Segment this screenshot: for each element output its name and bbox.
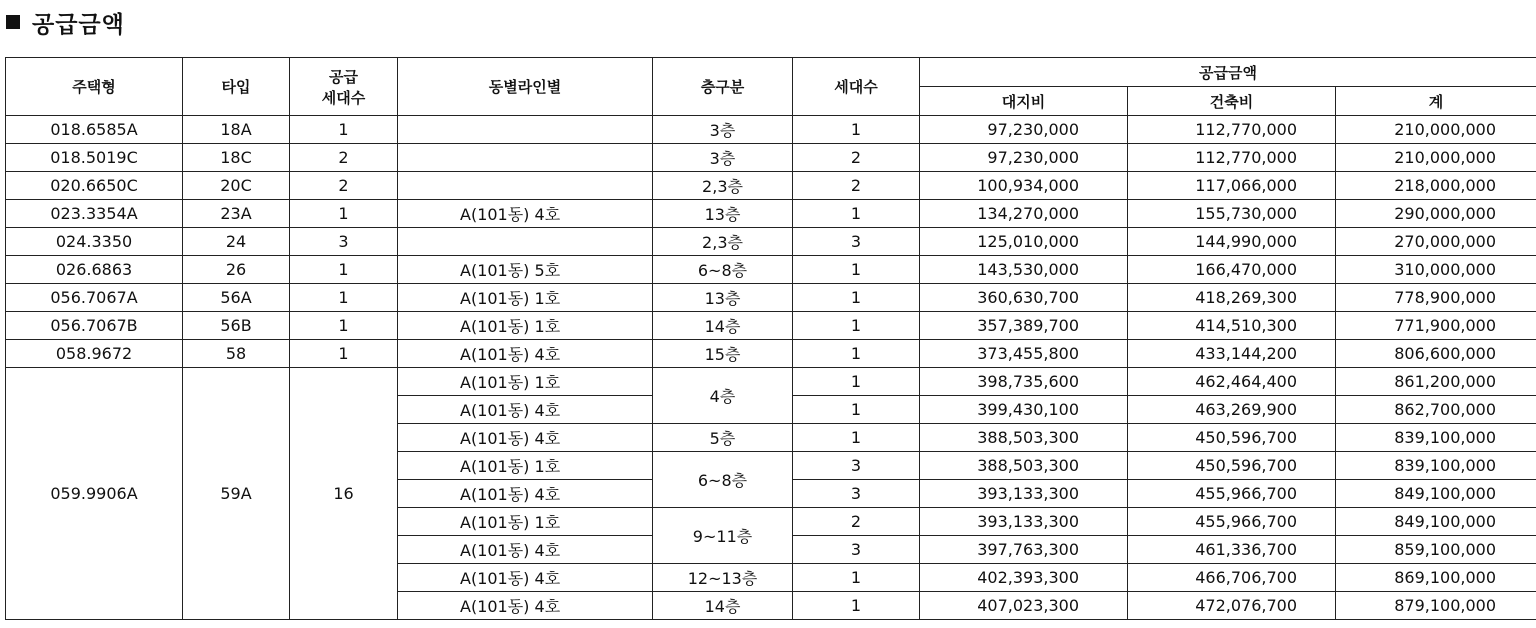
section-heading (0, 4, 125, 40)
cell-total: 879,100,000 (1336, 592, 1536, 620)
cell-land: 134,270,000 (920, 200, 1128, 228)
cell-land: 398,735,600 (920, 368, 1128, 396)
cell-households: 1 (793, 116, 920, 144)
cell-housing-type: 056.7067B (6, 312, 183, 340)
cell-floor: 2,3층 (653, 172, 793, 200)
cell-households: 1 (793, 424, 920, 452)
header-floor: 층구분 (653, 58, 793, 116)
cell-floor: 14층 (653, 312, 793, 340)
header-total: 계 (1336, 87, 1536, 116)
cell-land: 397,763,300 (920, 536, 1128, 564)
cell-line: A(101동) 1호 (398, 508, 653, 536)
table-row (6, 144, 1536, 172)
cell-building: 461,336,700 (1128, 536, 1336, 564)
cell-land: 402,393,300 (920, 564, 1128, 592)
cell-households: 2 (793, 508, 920, 536)
cell-land: 357,389,700 (920, 312, 1128, 340)
cell-supply: 2 (290, 144, 398, 172)
cell-land: 100,934,000 (920, 172, 1128, 200)
cell-type: 18A (183, 116, 290, 144)
table-row (6, 284, 1536, 312)
cell-housing-type: 026.6863 (6, 256, 183, 284)
cell-land: 373,455,800 (920, 340, 1128, 368)
header-housing-type: 주택형 (6, 58, 183, 116)
table-row (6, 116, 1536, 144)
cell-line: A(101동) 4호 (398, 592, 653, 620)
cell-building: 117,066,000 (1128, 172, 1336, 200)
cell-housing-type: 018.6585A (6, 116, 183, 144)
header-price-group: 공급금액 (920, 58, 1536, 87)
cell-building: 166,470,000 (1128, 256, 1336, 284)
header-supply-units-line1: 공급 (329, 67, 358, 86)
cell-building: 455,966,700 (1128, 508, 1336, 536)
cell-line: A(101동) 1호 (398, 368, 653, 396)
cell-land: 125,010,000 (920, 228, 1128, 256)
cell-building: 144,990,000 (1128, 228, 1336, 256)
cell-building: 463,269,900 (1128, 396, 1336, 424)
cell-land: 97,230,000 (920, 144, 1128, 172)
cell-total: 290,000,000 (1336, 200, 1536, 228)
table-row (6, 256, 1536, 284)
cell-line: A(101동) 4호 (398, 396, 653, 424)
cell-type: 23A (183, 200, 290, 228)
cell-line (398, 228, 653, 256)
cell-supply: 1 (290, 256, 398, 284)
cell-households: 3 (793, 228, 920, 256)
cell-floor: 6~8층 (653, 452, 793, 508)
header-unit-line: 동별라인별 (398, 58, 653, 116)
cell-households: 1 (793, 256, 920, 284)
cell-line: A(101동) 4호 (398, 200, 653, 228)
cell-type: 26 (183, 256, 290, 284)
table-row (6, 340, 1536, 368)
cell-floor: 6~8층 (653, 256, 793, 284)
cell-building: 418,269,300 (1128, 284, 1336, 312)
cell-total: 310,000,000 (1336, 256, 1536, 284)
cell-total: 839,100,000 (1336, 452, 1536, 480)
cell-floor: 15층 (653, 340, 793, 368)
cell-households: 1 (793, 396, 920, 424)
cell-housing-type: 018.5019C (6, 144, 183, 172)
cell-supply: 1 (290, 116, 398, 144)
cell-line: A(101동) 4호 (398, 536, 653, 564)
cell-households: 1 (793, 592, 920, 620)
cell-housing-type: 056.7067A (6, 284, 183, 312)
cell-households: 1 (793, 312, 920, 340)
cell-building: 155,730,000 (1128, 200, 1336, 228)
cell-land: 388,503,300 (920, 424, 1128, 452)
cell-land: 407,023,300 (920, 592, 1128, 620)
cell-households: 1 (793, 564, 920, 592)
cell-housing-type: 023.3354A (6, 200, 183, 228)
cell-supply: 1 (290, 340, 398, 368)
cell-total: 849,100,000 (1336, 480, 1536, 508)
cell-floor: 13층 (653, 284, 793, 312)
cell-housing-type: 020.6650C (6, 172, 183, 200)
cell-floor: 12~13층 (653, 564, 793, 592)
header-type: 타입 (183, 58, 290, 116)
cell-type: 56B (183, 312, 290, 340)
cell-type: 18C (183, 144, 290, 172)
square-bullet-icon (6, 15, 20, 29)
section-title: 공급금액 (32, 11, 125, 38)
cell-households: 1 (793, 368, 920, 396)
table-row (6, 228, 1536, 256)
cell-households: 3 (793, 452, 920, 480)
table-row (6, 172, 1536, 200)
cell-line (398, 172, 653, 200)
cell-floor: 13층 (653, 200, 793, 228)
cell-land: 393,133,300 (920, 508, 1128, 536)
cell-total: 859,100,000 (1336, 536, 1536, 564)
cell-type: 58 (183, 340, 290, 368)
cell-total: 849,100,000 (1336, 508, 1536, 536)
cell-total: 778,900,000 (1336, 284, 1536, 312)
supply-price-table (5, 57, 1536, 620)
cell-total: 771,900,000 (1336, 312, 1536, 340)
cell-type: 24 (183, 228, 290, 256)
cell-supply: 16 (290, 368, 398, 620)
table-row (6, 200, 1536, 228)
cell-total: 210,000,000 (1336, 116, 1536, 144)
cell-land: 97,230,000 (920, 116, 1128, 144)
cell-supply: 1 (290, 284, 398, 312)
table-row (6, 368, 1536, 396)
cell-total: 861,200,000 (1336, 368, 1536, 396)
cell-line: A(101동) 1호 (398, 312, 653, 340)
cell-type: 56A (183, 284, 290, 312)
cell-floor: 14층 (653, 592, 793, 620)
cell-supply: 2 (290, 172, 398, 200)
header-building: 건축비 (1128, 87, 1336, 116)
header-land: 대지비 (920, 87, 1128, 116)
cell-floor: 3층 (653, 144, 793, 172)
cell-supply: 3 (290, 228, 398, 256)
cell-floor: 4층 (653, 368, 793, 424)
cell-households: 1 (793, 284, 920, 312)
cell-total: 869,100,000 (1336, 564, 1536, 592)
cell-building: 414,510,300 (1128, 312, 1336, 340)
cell-line: A(101동) 4호 (398, 424, 653, 452)
cell-land: 143,530,000 (920, 256, 1128, 284)
cell-supply: 1 (290, 312, 398, 340)
cell-land: 388,503,300 (920, 452, 1128, 480)
cell-households: 2 (793, 144, 920, 172)
cell-supply: 1 (290, 200, 398, 228)
cell-line: A(101동) 4호 (398, 340, 653, 368)
cell-floor: 3층 (653, 116, 793, 144)
cell-total: 218,000,000 (1336, 172, 1536, 200)
cell-households: 3 (793, 536, 920, 564)
cell-floor: 5층 (653, 424, 793, 452)
cell-building: 433,144,200 (1128, 340, 1336, 368)
cell-households: 1 (793, 200, 920, 228)
cell-land: 393,133,300 (920, 480, 1128, 508)
cell-floor: 2,3층 (653, 228, 793, 256)
cell-land: 399,430,100 (920, 396, 1128, 424)
cell-building: 455,966,700 (1128, 480, 1336, 508)
cell-households: 2 (793, 172, 920, 200)
cell-line (398, 144, 653, 172)
cell-housing-type: 024.3350 (6, 228, 183, 256)
cell-line: A(101동) 1호 (398, 452, 653, 480)
cell-total: 862,700,000 (1336, 396, 1536, 424)
header-row (6, 58, 1536, 87)
cell-housing-type: 059.9906A (6, 368, 183, 620)
cell-households: 3 (793, 480, 920, 508)
header-supply-units-line2: 세대수 (321, 88, 366, 107)
cell-line: A(101동) 4호 (398, 564, 653, 592)
cell-housing-type: 058.9672 (6, 340, 183, 368)
cell-line: A(101동) 5호 (398, 256, 653, 284)
header-households: 세대수 (793, 58, 920, 116)
cell-line (398, 116, 653, 144)
cell-type: 59A (183, 368, 290, 620)
cell-total: 270,000,000 (1336, 228, 1536, 256)
cell-building: 466,706,700 (1128, 564, 1336, 592)
cell-building: 472,076,700 (1128, 592, 1336, 620)
cell-building: 112,770,000 (1128, 144, 1336, 172)
cell-line: A(101동) 4호 (398, 480, 653, 508)
cell-total: 210,000,000 (1336, 144, 1536, 172)
cell-line: A(101동) 1호 (398, 284, 653, 312)
table-row (6, 312, 1536, 340)
cell-floor: 9~11층 (653, 508, 793, 564)
cell-building: 450,596,700 (1128, 424, 1336, 452)
cell-building: 112,770,000 (1128, 116, 1336, 144)
cell-type: 20C (183, 172, 290, 200)
cell-households: 1 (793, 340, 920, 368)
cell-building: 450,596,700 (1128, 452, 1336, 480)
cell-building: 462,464,400 (1128, 368, 1336, 396)
cell-total: 839,100,000 (1336, 424, 1536, 452)
header-supply-units (290, 58, 398, 116)
cell-total: 806,600,000 (1336, 340, 1536, 368)
cell-land: 360,630,700 (920, 284, 1128, 312)
